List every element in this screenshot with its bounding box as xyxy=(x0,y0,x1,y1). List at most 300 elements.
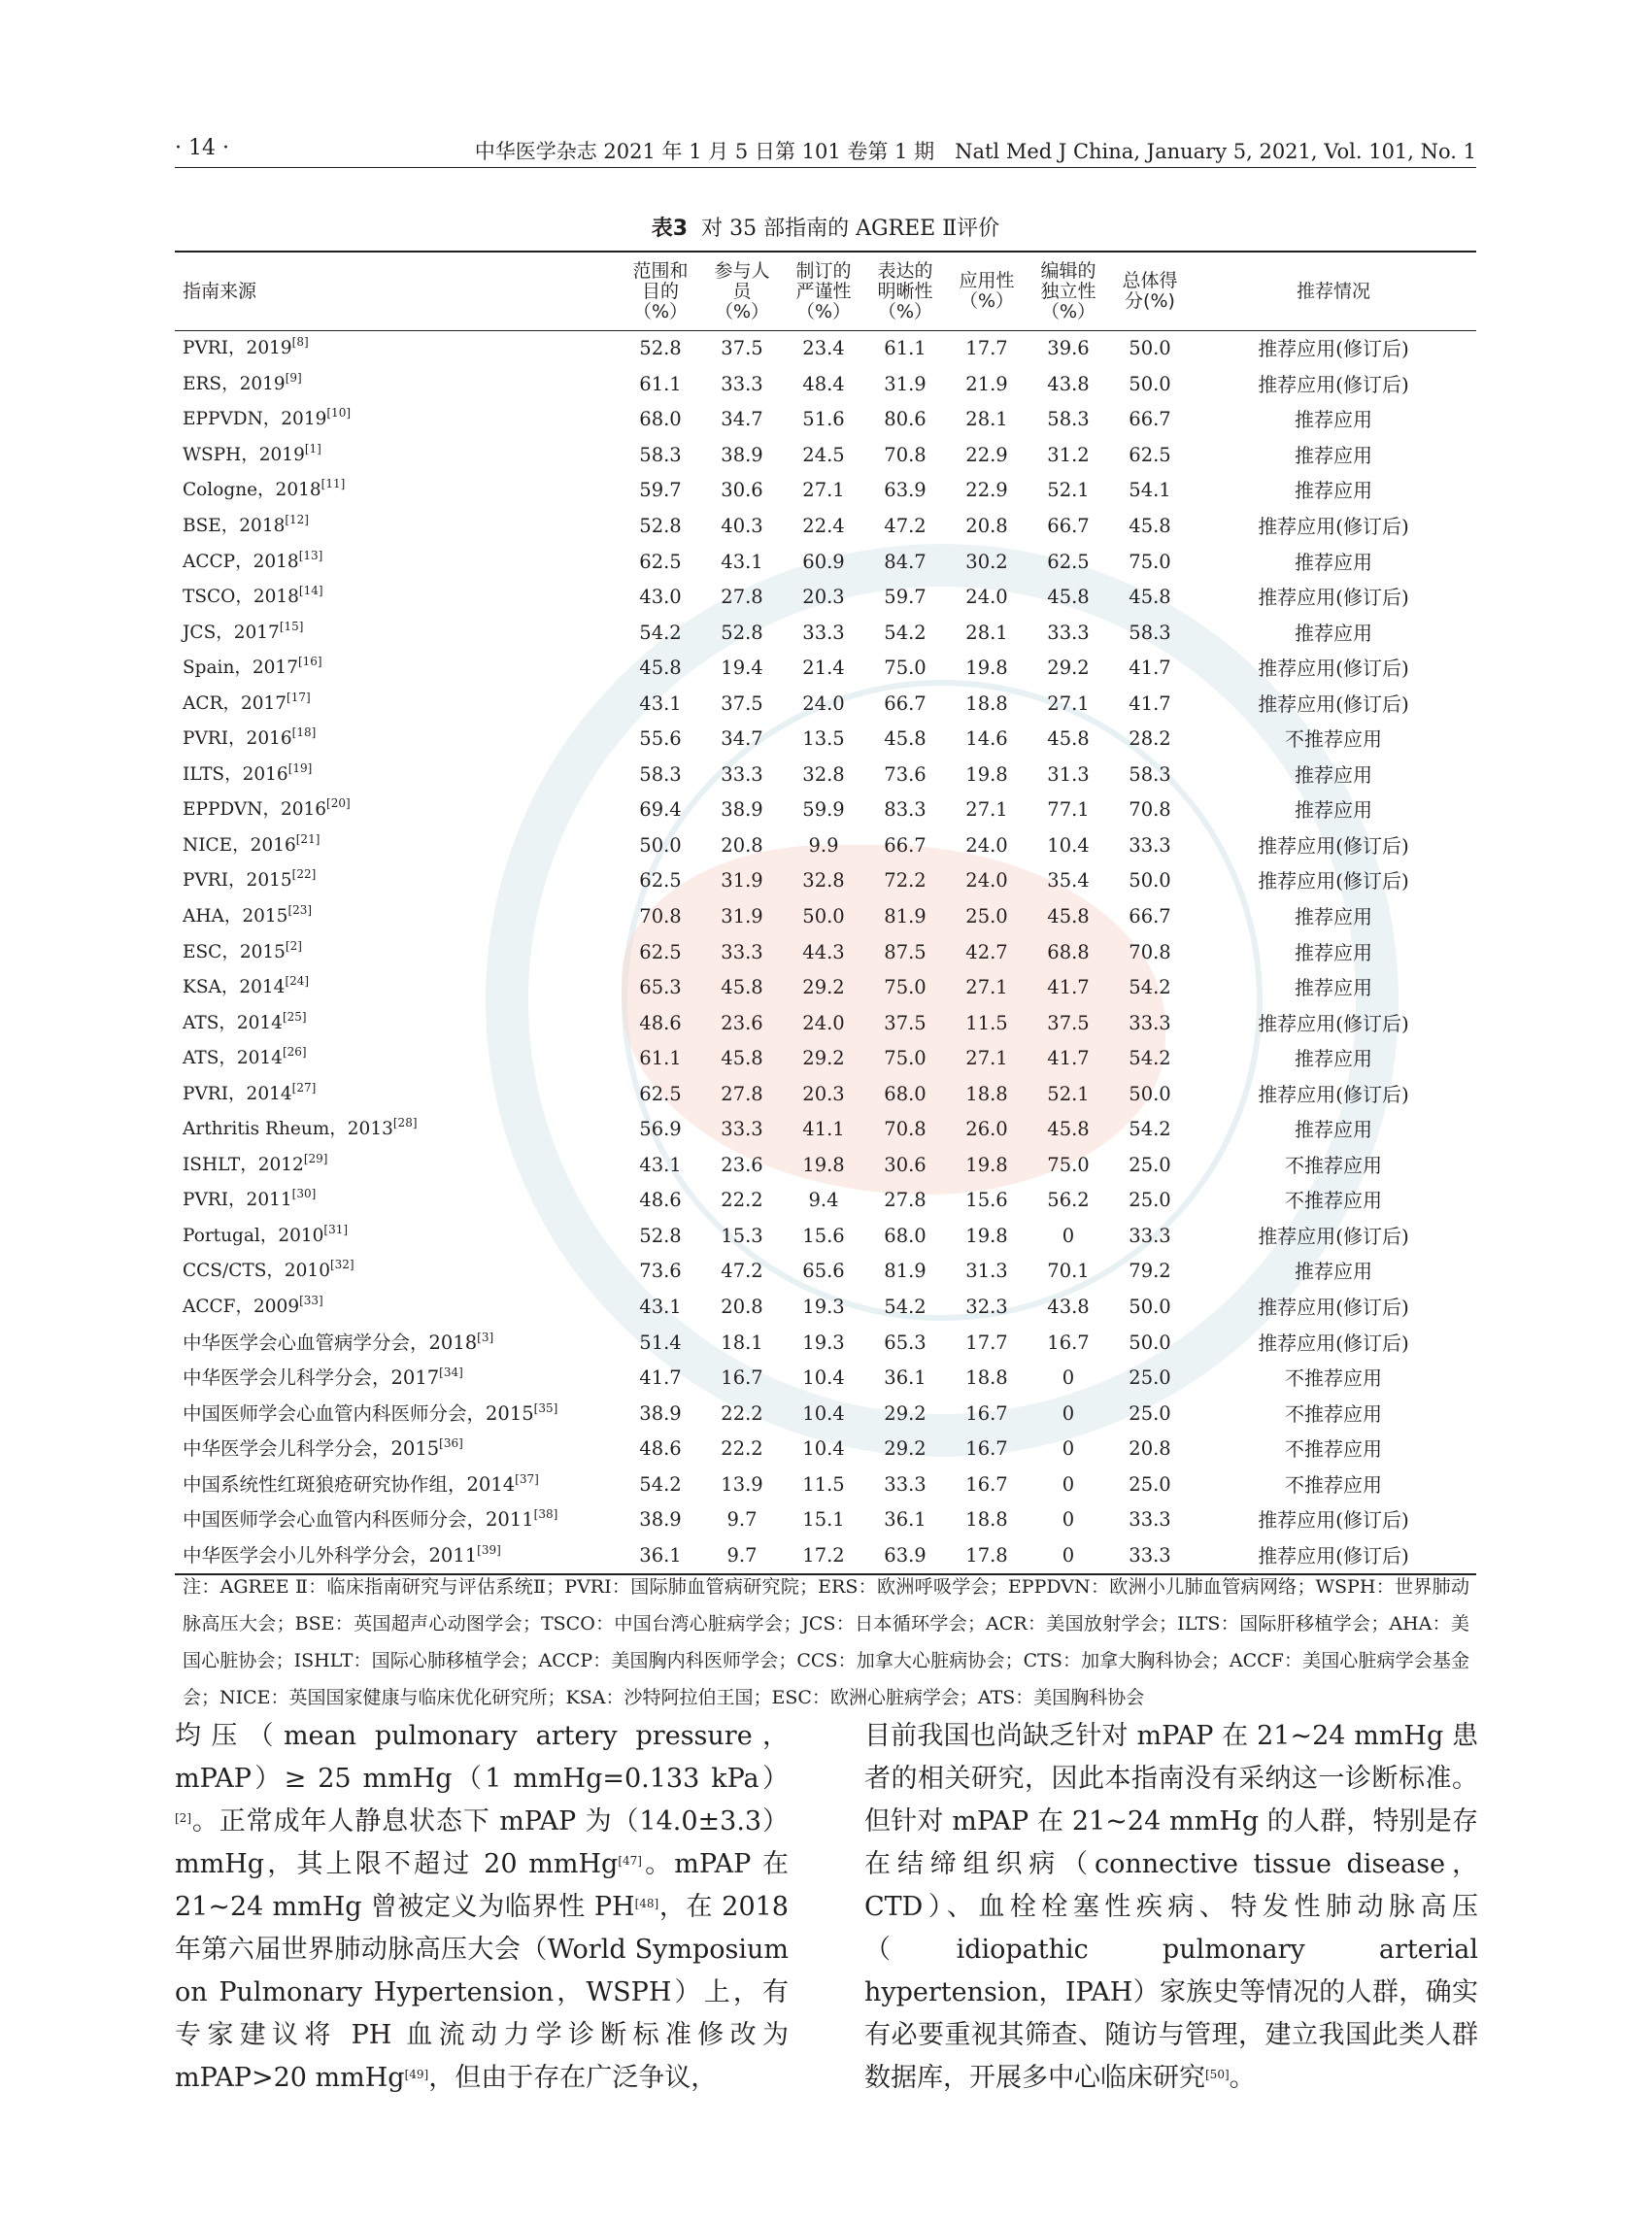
cell-applicability: 24.0 xyxy=(965,869,1008,893)
guideline-source: ERS，2019[9] xyxy=(183,370,302,394)
cell-overall: 33.3 xyxy=(1129,1508,1171,1532)
guideline-source: Cologne，2018[11] xyxy=(183,477,346,501)
citation: [21] xyxy=(295,831,320,846)
page-number: · 14 · xyxy=(175,136,229,160)
cell-overall: 20.8 xyxy=(1129,1437,1171,1461)
cell-scope: 69.4 xyxy=(639,798,682,822)
table-title: 对 35 部指南的 AGREE Ⅱ评价 xyxy=(701,217,1000,241)
cell-scope: 52.8 xyxy=(639,337,682,360)
cell-participants: 45.8 xyxy=(721,976,763,999)
cell-rigor: 33.3 xyxy=(802,621,845,644)
table-row xyxy=(175,1502,1476,1538)
cell-clarity: 27.8 xyxy=(884,1189,927,1212)
cell-participants: 22.2 xyxy=(721,1437,763,1461)
cell-scope: 43.0 xyxy=(639,586,682,609)
cell-clarity: 33.3 xyxy=(884,1472,927,1496)
cell-rec: 推荐应用 xyxy=(1295,408,1372,432)
table-caption xyxy=(175,212,1476,242)
cell-clarity: 30.6 xyxy=(884,1153,927,1176)
cell-clarity: 61.1 xyxy=(884,337,927,360)
cell-independence: 39.6 xyxy=(1047,337,1090,360)
table-row xyxy=(175,580,1476,616)
guideline-source: JCS，2017[15] xyxy=(183,619,304,643)
cell-participants: 15.3 xyxy=(721,1224,763,1247)
cell-rigor: 19.3 xyxy=(802,1331,845,1354)
guideline-source: Arthritis Rheum，2013[28] xyxy=(183,1116,418,1140)
guideline-source: ESC，2015[2] xyxy=(183,938,302,962)
header-clarity: 表达的 明晰性 （%） xyxy=(864,252,946,331)
cell-overall: 58.3 xyxy=(1129,762,1171,786)
table-row xyxy=(175,1467,1476,1503)
cell-scope: 48.6 xyxy=(639,1011,682,1034)
cell-participants: 30.6 xyxy=(721,479,763,502)
cell-clarity: 84.7 xyxy=(884,550,927,573)
cell-independence: 31.3 xyxy=(1047,762,1090,786)
guideline-source: ACR，2017[17] xyxy=(183,690,311,714)
table-row xyxy=(175,1076,1476,1112)
cell-participants: 23.6 xyxy=(721,1011,763,1034)
cell-rigor: 51.6 xyxy=(802,408,845,431)
cell-rigor: 13.5 xyxy=(802,727,845,751)
cell-overall: 33.3 xyxy=(1129,833,1171,857)
cell-participants: 45.8 xyxy=(721,1047,763,1070)
cell-rec: 推荐应用(修订后) xyxy=(1258,372,1409,396)
header-applicability: 应用性 （%） xyxy=(946,252,1028,331)
cell-scope: 41.7 xyxy=(639,1366,682,1390)
cell-rigor: 11.5 xyxy=(802,1472,845,1496)
cell-scope: 48.6 xyxy=(639,1189,682,1212)
cell-overall: 70.8 xyxy=(1129,940,1171,963)
citation: [22] xyxy=(291,867,317,882)
citation: [29] xyxy=(303,1151,328,1165)
citation: [34] xyxy=(439,1365,463,1380)
cell-rigor: 19.3 xyxy=(802,1296,845,1319)
guideline-source: ATS，2014[26] xyxy=(183,1045,307,1069)
cell-clarity: 70.8 xyxy=(884,1118,927,1141)
cell-participants: 37.5 xyxy=(721,337,763,360)
body-paragraph: 均压（mean pulmonary artery pressure，mPAP）≥ 25 mmHg（1 mmHg=0.133 kPa）[2]。正常成年人静息状态下 mPAP 为（14.0±3.3）mmHg，其上限不超过 20 mmHg[47]。mPAP 在 21~24 mmHg 曾被定义为临界性 PH[48]，在 2018 年第六届世界肺动脉高压大会（World Symposium on Pulmonary Hypertension，WSPH）上，有专家建议将 PH 血流动力学诊断标准修改为 mPAP>20 mmHg[49]，但由于存在广泛争议， xyxy=(175,1721,790,2093)
cell-rec: 不推荐应用 xyxy=(1285,1189,1382,1213)
cell-rec: 推荐应用 xyxy=(1295,976,1372,1000)
header-independence: 编辑的 独立性 （%） xyxy=(1028,252,1109,331)
cell-clarity: 31.9 xyxy=(884,372,927,395)
cell-clarity: 54.2 xyxy=(884,621,927,644)
citation: [27] xyxy=(291,1080,317,1095)
guideline-source: 中国医师学会心血管内科医师分会，2011[38] xyxy=(183,1507,558,1532)
cell-overall: 50.0 xyxy=(1129,1082,1171,1105)
cell-rec: 不推荐应用 xyxy=(1285,1366,1382,1391)
cell-rigor: 32.8 xyxy=(802,762,845,786)
cell-participants: 16.7 xyxy=(721,1366,763,1390)
guideline-source: 中国系统性红斑狼疮研究协作组，2014[37] xyxy=(183,1471,539,1496)
cell-applicability: 30.2 xyxy=(965,550,1008,573)
cell-independence: 62.5 xyxy=(1047,550,1090,573)
cell-participants: 33.3 xyxy=(721,762,763,786)
cell-independence: 0 xyxy=(1062,1437,1075,1461)
cell-rigor: 44.3 xyxy=(802,940,845,963)
cell-applicability: 24.0 xyxy=(965,833,1008,857)
cell-scope: 68.0 xyxy=(639,408,682,431)
cell-rigor: 60.9 xyxy=(802,550,845,573)
cell-applicability: 16.7 xyxy=(965,1472,1008,1496)
header-scope: 范围和 目的 （%） xyxy=(620,252,701,331)
cell-overall: 33.3 xyxy=(1109,1538,1191,1575)
cell-scope: 70.8 xyxy=(639,905,682,928)
citation: [32] xyxy=(329,1258,354,1272)
cell-independence: 0 xyxy=(1028,1538,1109,1575)
body-column-left xyxy=(175,1715,789,2100)
cell-clarity: 75.0 xyxy=(884,1047,927,1070)
cell-rigor: 24.0 xyxy=(802,1011,845,1034)
cell-rec: 推荐应用(修订后) xyxy=(1258,515,1409,538)
citation: [20] xyxy=(326,796,351,811)
cell-scope: 54.2 xyxy=(639,621,682,644)
cell-rigor: 29.2 xyxy=(802,1047,845,1070)
cell-applicability: 17.7 xyxy=(965,337,1008,360)
cell-scope: 52.8 xyxy=(639,1224,682,1247)
cell-applicability: 19.8 xyxy=(965,657,1008,680)
cell-independence: 45.8 xyxy=(1047,1118,1090,1141)
cell-participants: 20.8 xyxy=(721,833,763,857)
cell-rec: 推荐应用 xyxy=(1295,550,1372,574)
citation: [50] xyxy=(1205,2068,1230,2081)
cell-participants: 20.8 xyxy=(721,1296,763,1319)
cell-rigor: 22.4 xyxy=(802,515,845,537)
table-row xyxy=(175,1432,1476,1467)
guideline-source: PVRI，2016[18] xyxy=(183,725,317,750)
cell-independence: 41.7 xyxy=(1047,976,1090,999)
cell-participants: 52.8 xyxy=(721,621,763,644)
cell-overall: 54.2 xyxy=(1129,1118,1171,1141)
cell-rigor: 41.1 xyxy=(802,1118,845,1141)
table-row xyxy=(175,934,1476,970)
cell-participants: 31.9 xyxy=(721,869,763,893)
cell-clarity: 68.0 xyxy=(884,1082,927,1105)
cell-rec: 不推荐应用 xyxy=(1285,1153,1382,1177)
guideline-source: 中华医学会小儿外科学分会，2011[39] xyxy=(175,1538,620,1575)
citation: [12] xyxy=(285,513,309,526)
citation: [49] xyxy=(404,2068,429,2081)
citation: [8] xyxy=(291,335,309,350)
cell-rigor: 9.9 xyxy=(808,833,839,857)
cell-rigor: 10.4 xyxy=(802,1401,845,1425)
cell-applicability: 27.1 xyxy=(965,976,1008,999)
cell-rec: 推荐应用 xyxy=(1295,940,1372,964)
cell-scope: 58.3 xyxy=(639,443,682,466)
table-row xyxy=(175,1361,1476,1397)
cell-overall: 70.8 xyxy=(1129,798,1171,822)
page-header xyxy=(175,136,1476,168)
cell-scope: 50.0 xyxy=(639,833,682,857)
cell-scope: 55.6 xyxy=(639,727,682,751)
table-row xyxy=(175,438,1476,474)
cell-scope: 54.2 xyxy=(639,1472,682,1496)
cell-clarity: 66.7 xyxy=(884,691,927,715)
cell-rec: 推荐应用 xyxy=(1295,1047,1372,1071)
cell-overall: 41.7 xyxy=(1129,657,1171,680)
cell-overall: 50.0 xyxy=(1129,869,1171,893)
citation: [18] xyxy=(291,725,317,740)
citation: [38] xyxy=(533,1507,558,1522)
header-source: 指南来源 xyxy=(175,252,620,331)
cell-independence: 66.7 xyxy=(1047,515,1090,537)
cell-applicability: 26.0 xyxy=(965,1118,1008,1141)
cell-overall: 25.0 xyxy=(1129,1472,1171,1496)
cell-independence: 41.7 xyxy=(1047,1047,1090,1070)
table-row xyxy=(175,722,1476,758)
cell-overall: 25.0 xyxy=(1129,1401,1171,1425)
citation: [28] xyxy=(392,1116,418,1130)
guideline-source: 中华医学会儿科学分会，2015[36] xyxy=(183,1436,463,1461)
table-footnote: 注：AGREE Ⅱ：临床指南研究与评估系统Ⅱ；PVRI：国际肺血管病研究院；ERS：欧洲呼吸学会；EPPDVN：欧洲小儿肺血管病网络；WSPH：世界肺动脉高压大会；BSE：英国超声心动图学会；TSCO：中国台湾心脏病学会；JCS：日本循环学会；ACR：美国放射学会；ILTS：国际肝移植学会；AHA：美国心脏协会；ISHLT：国际心肺移植学会；ACCP：美国胸内科医师学会；CCS：加拿大心脏病协会；CTS：加拿大胸科协会；ACCF：美国心脏病学会基金会；NICE：英国国家健康与临床优化研究所；KSA：沙特阿拉伯王国；ESC：欧洲心脏病学会；ATS：美国胸科协会 xyxy=(183,1576,1469,1708)
cell-rec: 推荐应用(修订后) xyxy=(1258,337,1409,361)
cell-rec: 推荐应用(修订后) xyxy=(1258,869,1409,893)
cell-overall: 66.7 xyxy=(1129,408,1171,431)
table-row xyxy=(175,970,1476,1006)
guideline-source: Spain，2017[16] xyxy=(183,655,322,679)
citation: [14] xyxy=(298,584,323,598)
cell-rigor: 15.6 xyxy=(802,1224,845,1247)
cell-clarity: 36.1 xyxy=(884,1366,927,1390)
cell-scope: 45.8 xyxy=(639,657,682,680)
cell-participants: 34.7 xyxy=(721,727,763,751)
cell-scope: 65.3 xyxy=(639,976,682,999)
guideline-source: 中华医学会心血管病学分会，2018[3] xyxy=(183,1330,494,1354)
cell-scope: 61.1 xyxy=(639,372,682,395)
citation: [30] xyxy=(291,1187,317,1201)
citation: [10] xyxy=(326,406,352,421)
cell-independence: 33.3 xyxy=(1047,621,1090,644)
cell-scope: 43.1 xyxy=(639,1153,682,1176)
table-row xyxy=(175,1183,1476,1219)
citation: [3] xyxy=(477,1330,494,1344)
table-row xyxy=(175,1148,1476,1184)
guideline-source: Portugal，2010[31] xyxy=(183,1222,349,1246)
cell-rec: 推荐应用(修订后) xyxy=(1258,1082,1409,1106)
cell-clarity: 83.3 xyxy=(884,798,927,822)
citation: [1] xyxy=(304,441,321,455)
guideline-source: BSE，2018[12] xyxy=(183,513,309,536)
cell-rigor: 23.4 xyxy=(802,337,845,360)
cell-applicability: 16.7 xyxy=(965,1401,1008,1425)
cell-independence: 27.1 xyxy=(1047,691,1090,715)
table-row xyxy=(175,828,1476,864)
cell-rec: 推荐应用(修订后) xyxy=(1258,657,1409,681)
cell-applicability: 11.5 xyxy=(965,1011,1008,1034)
table-row xyxy=(175,1396,1476,1432)
cell-participants: 22.2 xyxy=(721,1189,763,1212)
cell-independence: 77.1 xyxy=(1047,798,1090,822)
cell-applicability: 17.7 xyxy=(965,1331,1008,1354)
cell-rec: 推荐应用 xyxy=(1295,443,1372,467)
cell-applicability: 24.0 xyxy=(965,586,1008,609)
header-rigor: 制订的 严谨性 （%） xyxy=(783,252,864,331)
cell-scope: 52.8 xyxy=(639,515,682,537)
cell-overall: 41.7 xyxy=(1129,691,1171,715)
cell-rigor: 29.2 xyxy=(802,976,845,999)
table-row xyxy=(175,792,1476,828)
cell-participants: 33.3 xyxy=(721,1118,763,1141)
cell-clarity: 29.2 xyxy=(884,1401,927,1425)
cell-overall: 45.8 xyxy=(1129,515,1171,537)
guideline-source: AHA，2015[23] xyxy=(183,903,313,927)
cell-rigor: 21.4 xyxy=(802,657,845,680)
cell-applicability: 27.1 xyxy=(965,798,1008,822)
header-recommendation: 推荐情况 xyxy=(1191,252,1476,331)
citation: [47] xyxy=(618,1854,642,1868)
citation: [2] xyxy=(175,1811,191,1825)
cell-applicability: 28.1 xyxy=(965,621,1008,644)
cell-scope: 59.7 xyxy=(639,479,682,502)
cell-clarity: 65.3 xyxy=(884,1331,927,1354)
cell-rigor: 10.4 xyxy=(802,1366,845,1390)
cell-rigor: 65.6 xyxy=(802,1260,845,1283)
cell-rigor: 24.0 xyxy=(802,691,845,715)
citation: [23] xyxy=(287,903,313,918)
cell-rec: 推荐应用(修订后) xyxy=(1258,1331,1409,1355)
cell-participants: 38.9 xyxy=(721,443,763,466)
guideline-source: CCS/CTS，2010[32] xyxy=(183,1258,354,1282)
guideline-source: ISHLT，2012[29] xyxy=(183,1151,328,1175)
cell-clarity: 81.9 xyxy=(884,905,927,928)
guideline-source: ACCF，2009[33] xyxy=(183,1294,323,1318)
cell-applicability: 22.9 xyxy=(965,479,1008,502)
body-column-right xyxy=(864,1715,1478,2100)
cell-scope: 62.5 xyxy=(639,940,682,963)
cell-overall: 33.3 xyxy=(1129,1224,1171,1247)
cell-applicability: 17.8 xyxy=(946,1538,1028,1575)
cell-rigor: 19.8 xyxy=(802,1153,845,1176)
cell-independence: 43.8 xyxy=(1047,372,1090,395)
cell-independence: 56.2 xyxy=(1047,1189,1090,1212)
citation: [16] xyxy=(297,655,322,669)
cell-rec: 推荐应用(修订后) xyxy=(1258,1296,1409,1320)
table-row xyxy=(175,402,1476,438)
cell-overall: 75.0 xyxy=(1129,550,1171,573)
cell-applicability: 25.0 xyxy=(965,905,1008,928)
cell-independence: 52.1 xyxy=(1047,1082,1090,1105)
citation: [19] xyxy=(287,760,313,775)
cell-rec: 推荐应用 xyxy=(1295,762,1372,787)
cell-clarity: 87.5 xyxy=(884,940,927,963)
table-row xyxy=(175,1290,1476,1326)
cell-participants: 9.7 xyxy=(726,1508,758,1532)
cell-applicability: 28.1 xyxy=(965,408,1008,431)
cell-participants: 22.2 xyxy=(721,1401,763,1425)
cell-rec: 不推荐应用 xyxy=(1285,1472,1382,1497)
citation: [15] xyxy=(279,619,304,633)
guideline-source: PVRI，2015[22] xyxy=(183,867,317,892)
cell-rec: 推荐应用(修订后) xyxy=(1258,1508,1409,1533)
citation: [17] xyxy=(287,690,311,704)
cell-rigor: 48.4 xyxy=(802,372,845,395)
cell-independence: 29.2 xyxy=(1047,657,1090,680)
guideline-source: PVRI，2019[8] xyxy=(183,335,309,359)
cell-rigor: 17.2 xyxy=(783,1538,864,1575)
citation: [11] xyxy=(320,477,346,491)
cell-independence: 35.4 xyxy=(1047,869,1090,893)
cell-scope: 43.1 xyxy=(639,691,682,715)
cell-applicability: 18.8 xyxy=(965,1366,1008,1390)
cell-scope: 73.6 xyxy=(639,1260,682,1283)
cell-overall: 45.8 xyxy=(1129,586,1171,609)
cell-independence: 16.7 xyxy=(1047,1331,1090,1354)
cell-rec: 推荐应用 xyxy=(1295,798,1372,823)
cell-rec: 推荐应用(修订后) xyxy=(1258,833,1409,858)
citation: [31] xyxy=(323,1222,349,1236)
cell-participants: 40.3 xyxy=(721,515,763,537)
cell-overall: 25.0 xyxy=(1129,1153,1171,1176)
cell-overall: 50.0 xyxy=(1129,1331,1171,1354)
cell-rec: 推荐应用(修订后) xyxy=(1258,1224,1409,1248)
cell-rec: 推荐应用 xyxy=(1295,905,1372,929)
cell-clarity: 75.0 xyxy=(884,976,927,999)
table-row xyxy=(175,1219,1476,1255)
cell-independence: 0 xyxy=(1062,1224,1075,1247)
cell-clarity: 66.7 xyxy=(884,833,927,857)
cell-participants: 37.5 xyxy=(721,691,763,715)
cell-overall: 50.0 xyxy=(1129,1296,1171,1319)
cell-participants: 23.6 xyxy=(721,1153,763,1176)
table-row xyxy=(175,863,1476,899)
cell-scope: 62.5 xyxy=(639,1082,682,1105)
cell-rec: 推荐应用(修订后) xyxy=(1191,1538,1476,1575)
guideline-source: PVRI，2011[30] xyxy=(183,1187,317,1211)
cell-rigor: 24.5 xyxy=(802,443,845,466)
cell-rigor: 27.1 xyxy=(802,479,845,502)
cell-rigor: 10.4 xyxy=(802,1437,845,1461)
table-row xyxy=(175,758,1476,793)
guideline-source: 中华医学会儿科学分会，2017[34] xyxy=(183,1365,463,1390)
cell-independence: 37.5 xyxy=(1047,1011,1090,1034)
cell-participants: 34.7 xyxy=(721,408,763,431)
cell-rec: 推荐应用 xyxy=(1295,1260,1372,1284)
cell-clarity: 47.2 xyxy=(884,515,927,537)
cell-independence: 0 xyxy=(1062,1401,1075,1425)
cell-participants: 27.8 xyxy=(721,1082,763,1105)
cell-applicability: 32.3 xyxy=(965,1296,1008,1319)
cell-overall: 28.2 xyxy=(1129,727,1171,751)
cell-independence: 0 xyxy=(1062,1366,1075,1390)
cell-participants: 19.4 xyxy=(721,657,763,680)
cell-rec: 推荐应用(修订后) xyxy=(1258,691,1409,716)
cell-independence: 0 xyxy=(1062,1472,1075,1496)
table-row xyxy=(175,1005,1476,1041)
citation: [24] xyxy=(285,974,310,989)
cell-participants: 31.9 xyxy=(721,905,763,928)
cell-scope: 48.6 xyxy=(639,1437,682,1461)
cell-rigor: 20.3 xyxy=(802,1082,845,1105)
cell-independence: 10.4 xyxy=(1047,833,1090,857)
cell-applicability: 27.1 xyxy=(965,1047,1008,1070)
table-row xyxy=(175,544,1476,580)
cell-rec: 不推荐应用 xyxy=(1285,727,1382,752)
citation: [39] xyxy=(477,1542,501,1557)
citation: [9] xyxy=(285,370,302,385)
table-row xyxy=(175,509,1476,545)
cell-clarity: 68.0 xyxy=(884,1224,927,1247)
cell-overall: 25.0 xyxy=(1129,1189,1171,1212)
cell-scope: 43.1 xyxy=(639,1296,682,1319)
cell-rec: 推荐应用 xyxy=(1295,479,1372,503)
cell-clarity: 72.2 xyxy=(884,869,927,893)
guideline-source: KSA，2014[24] xyxy=(183,974,310,998)
table-row xyxy=(175,331,1476,367)
cell-independence: 45.8 xyxy=(1047,727,1090,751)
cell-rigor: 59.9 xyxy=(802,798,845,822)
citation: [26] xyxy=(282,1045,307,1060)
cell-rec: 不推荐应用 xyxy=(1285,1437,1382,1462)
